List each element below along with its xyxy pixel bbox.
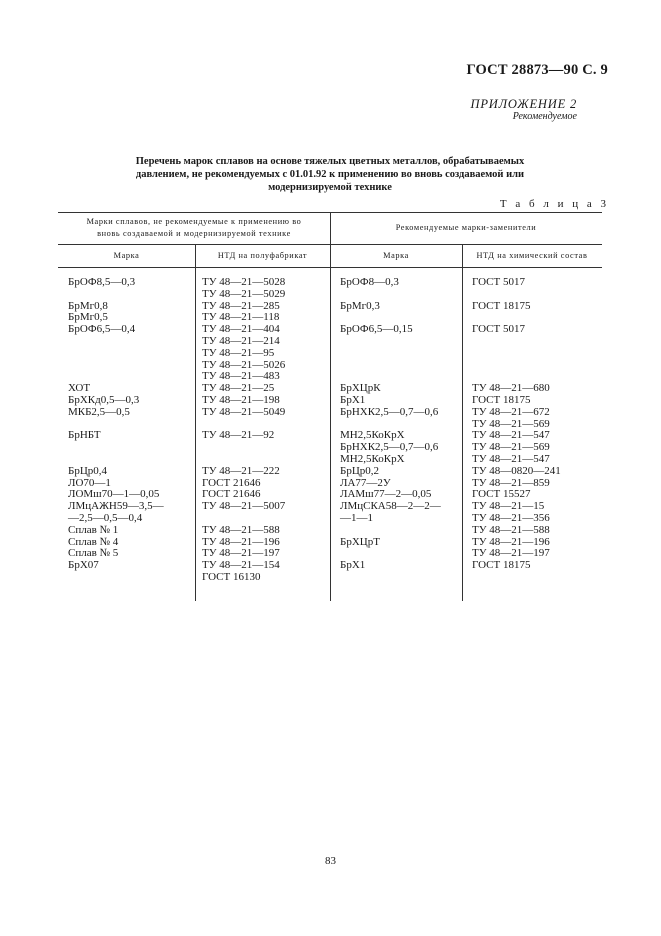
table-cell bbox=[202, 454, 285, 466]
table-cell: ТУ 48—21—547 bbox=[472, 429, 550, 442]
table-cell: ТУ 48—21—95 bbox=[202, 346, 275, 359]
table-label: Т а б л и ц а 3 bbox=[499, 198, 609, 210]
table-cell: ТУ 48—21—154 bbox=[202, 559, 280, 572]
table-cell: БрНБТ bbox=[68, 429, 101, 442]
table-cell: ТУ 48—21—483 bbox=[202, 370, 280, 383]
title-line: модернизируемой технике bbox=[268, 182, 392, 193]
table-cell: БрОФ8—0,3 bbox=[340, 276, 399, 288]
table-cell: ТУ 48—21—569 bbox=[472, 441, 550, 454]
table-cell: ЛМцСКА58—2—2— bbox=[340, 500, 441, 513]
title-line: давлением, не рекомендуемых с 01.01.92 к применению во вновь создаваемой или bbox=[135, 169, 525, 180]
table-cell bbox=[68, 336, 164, 348]
table-cell: ГОСТ 18175 bbox=[472, 393, 531, 406]
table-cell: БрОФ6,5—0,15 bbox=[340, 323, 413, 336]
table-cell: БрХЦрТ bbox=[340, 535, 380, 548]
table-cell: ТУ 48—21—197 bbox=[472, 547, 550, 560]
table-cell: ТУ 48—21—197 bbox=[202, 547, 280, 560]
table-cell: ТУ 48—21—285 bbox=[202, 299, 280, 312]
table-cell: БрНХК2,5—0,7—0,6 bbox=[340, 441, 439, 454]
appendix-status: Рекомендуемое bbox=[512, 111, 577, 122]
document-title bbox=[120, 155, 540, 194]
table-cell: ТУ 48—21—859 bbox=[472, 476, 550, 489]
table-cell: ЛАМш77—2—0,05 bbox=[340, 488, 432, 501]
table-cell: ТУ 48—21—588 bbox=[472, 523, 550, 536]
table-cell: Сплав № 5 bbox=[68, 547, 119, 560]
table-cell: ТУ 48—21—356 bbox=[472, 511, 550, 524]
title-line: Перечень марок сплавов на основе тяжелых цветных металлов, обрабатываемых bbox=[135, 156, 525, 167]
column-chemical-ntd bbox=[472, 277, 561, 584]
table-cell: БрХ07 bbox=[68, 559, 99, 572]
table-cell bbox=[472, 348, 561, 360]
table-cell: МН2,5КоКрХ bbox=[340, 452, 405, 465]
table-cell: ГОСТ 21646 bbox=[202, 476, 261, 489]
table-cell: ТУ 48—21—92 bbox=[202, 429, 275, 442]
table-cell: ТУ 48—21—196 bbox=[202, 535, 280, 548]
table-cell: ГОСТ 5017 bbox=[472, 323, 525, 336]
table-vline-right bbox=[462, 244, 463, 601]
table-cell bbox=[68, 454, 164, 466]
table-cell bbox=[340, 572, 441, 584]
column-header-semi-product-ntd: НТД на полуфабрикат bbox=[217, 251, 308, 260]
table-cell: ТУ 48—21—404 bbox=[202, 323, 280, 336]
table-cell bbox=[68, 442, 164, 454]
table-cell bbox=[68, 289, 164, 301]
table-cell: ГОСТ 15527 bbox=[472, 488, 531, 501]
table-cell: ТУ 48—21—5026 bbox=[202, 358, 286, 371]
table-cell: БрОФ6,5—0,4 bbox=[68, 323, 136, 336]
table-cell: ТУ 48—21—214 bbox=[202, 334, 280, 347]
appendix-label: ПРИЛОЖЕНИЕ 2 bbox=[470, 97, 577, 111]
table-cell: ТУ 48—21—5029 bbox=[202, 287, 286, 300]
table-cell: ГОСТ 21646 bbox=[202, 488, 261, 501]
table-cell: ЛА77—2У bbox=[340, 476, 391, 489]
table-cell: БрМг0,3 bbox=[340, 299, 380, 312]
table-cell: ТУ 48—21—5028 bbox=[202, 276, 286, 288]
table-cell: —2,5—0,5—0,4 bbox=[68, 511, 143, 524]
table-cell: БрХЦрК bbox=[340, 382, 381, 395]
table-cell bbox=[202, 513, 285, 525]
table-cell: БрЦр0,4 bbox=[68, 464, 108, 477]
standard-header: ГОСТ 28873—90 С. 9 bbox=[466, 62, 608, 78]
page-number: 83 bbox=[325, 855, 336, 867]
table-cell: ТУ 48—21—547 bbox=[472, 452, 550, 465]
table-cell bbox=[340, 360, 441, 372]
table-cell: БрХ1 bbox=[340, 559, 366, 572]
table-cell bbox=[472, 289, 561, 301]
table-vline-center bbox=[330, 212, 331, 601]
table-cell bbox=[68, 360, 164, 372]
table-cell: ТУ 48—21—672 bbox=[472, 405, 550, 418]
table-cell: —1—1 bbox=[340, 511, 373, 524]
table-cell bbox=[472, 360, 561, 372]
table-cell: ТУ 48—21—588 bbox=[202, 523, 280, 536]
table-cell: ХОТ bbox=[68, 382, 91, 395]
table-cell: МН2,5КоКрХ bbox=[340, 429, 405, 442]
table-cell bbox=[340, 348, 441, 360]
table-cell: ЛОМш70—1—0,05 bbox=[68, 488, 160, 501]
table-cell bbox=[340, 289, 441, 301]
table-cell bbox=[202, 442, 285, 454]
column-substitute-grade bbox=[340, 277, 441, 584]
table-cell: ТУ 48—21—25 bbox=[202, 382, 275, 395]
table-cell: МКБ2,5—0,5 bbox=[68, 405, 130, 418]
table-cell: ТУ 48—21—569 bbox=[472, 417, 550, 430]
table-cell bbox=[472, 572, 561, 584]
table-cell: ТУ 48—21—118 bbox=[202, 311, 280, 324]
table-cell: БрЦр0,2 bbox=[340, 464, 380, 477]
table-cell: ТУ 48—21—5007 bbox=[202, 500, 286, 513]
header-group-substitutes: Рекомендуемые марки-заменители bbox=[395, 223, 537, 232]
column-semi-product-ntd bbox=[202, 277, 285, 584]
table-cell: ТУ 48—21—5049 bbox=[202, 405, 286, 418]
table-cell bbox=[340, 336, 441, 348]
table-cell: БрХКд0,5—0,3 bbox=[68, 393, 140, 406]
table-cell: ГОСТ 5017 bbox=[472, 276, 525, 288]
table-cell: ГОСТ 18175 bbox=[472, 299, 531, 312]
table-cell: БрМг0,8 bbox=[68, 299, 108, 312]
table-cell: ГОСТ 16130 bbox=[202, 570, 261, 583]
table-cell: ЛМцАЖН59—3,5— bbox=[68, 500, 164, 513]
column-grade bbox=[68, 277, 164, 584]
table-cell bbox=[472, 336, 561, 348]
column-header-chemical-ntd: НТД на химический состав bbox=[476, 251, 588, 260]
table-cell: БрНХК2,5—0,7—0,6 bbox=[340, 405, 439, 418]
table-vline-left bbox=[195, 244, 196, 601]
table-cell bbox=[68, 572, 164, 584]
column-header-grade: Марка bbox=[113, 251, 140, 260]
table-cell bbox=[340, 525, 441, 537]
table-cell: ТУ 48—21—196 bbox=[472, 535, 550, 548]
table-cell: ТУ 48—21—680 bbox=[472, 382, 550, 395]
column-header-substitute-grade: Марка bbox=[383, 251, 409, 260]
table-cell: Сплав № 1 bbox=[68, 523, 119, 536]
table-cell: Сплав № 4 bbox=[68, 535, 119, 548]
table-cell: БрХ1 bbox=[340, 393, 366, 406]
table-cell: ГОСТ 18175 bbox=[472, 559, 531, 572]
header-group-not-recommended: Марки сплавов, не рекомендуемые к применению во вновь создаваемой и модернизируемой технике bbox=[86, 217, 302, 238]
table-cell bbox=[68, 348, 164, 360]
table-cell: ЛО70—1 bbox=[68, 476, 111, 489]
table-cell: ТУ 48—21—15 bbox=[472, 500, 545, 513]
table-cell: ТУ 48—21—222 bbox=[202, 464, 280, 477]
table-cell: ТУ 48—21—198 bbox=[202, 393, 280, 406]
table-cell: ТУ 48—0820—241 bbox=[472, 464, 561, 477]
table-cell: БрОФ8,5—0,3 bbox=[68, 276, 136, 288]
table-cell: БрМг0,5 bbox=[68, 311, 108, 324]
